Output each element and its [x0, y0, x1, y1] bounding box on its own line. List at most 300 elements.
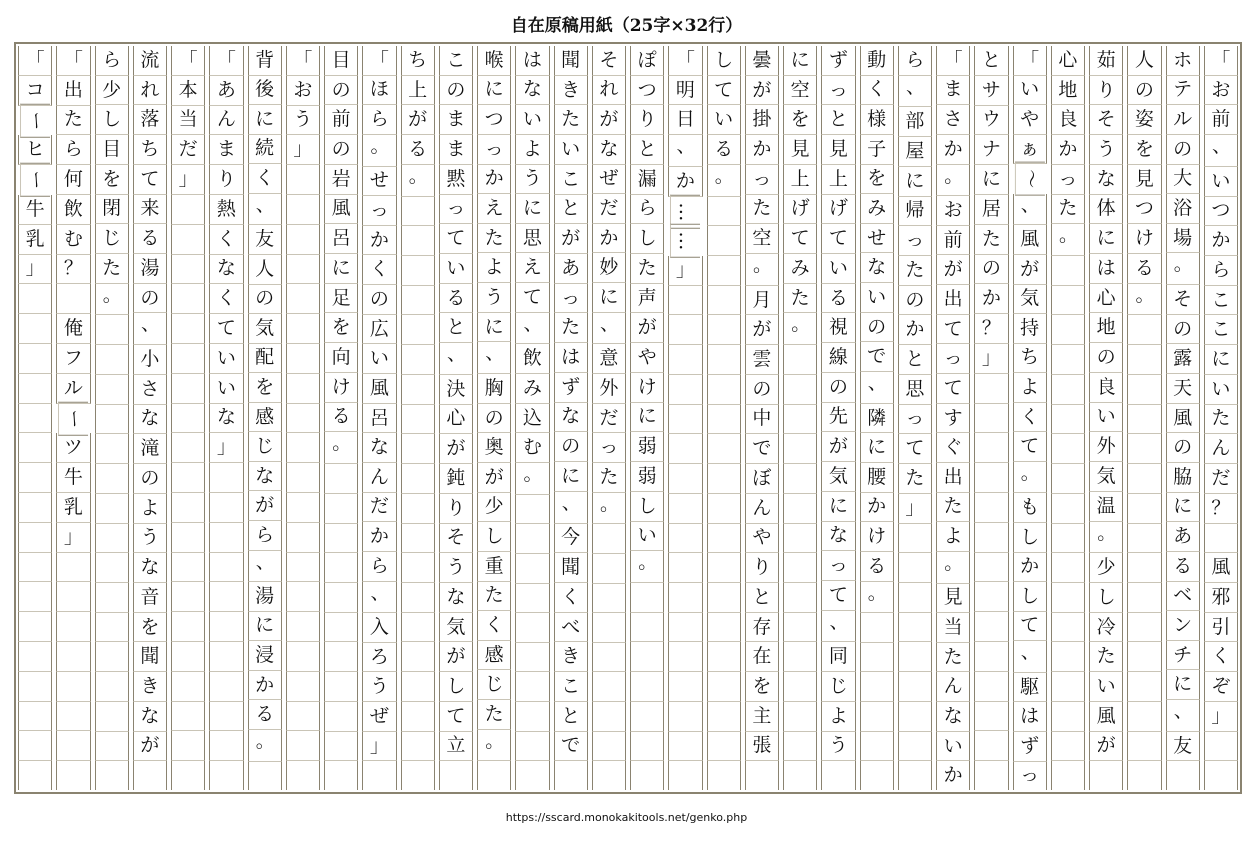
manuscript-cell: を — [248, 373, 282, 403]
manuscript-cell — [974, 463, 1008, 493]
manuscript-cell: く — [1013, 403, 1047, 433]
manuscript-cell: て — [707, 76, 741, 106]
manuscript-cell: 本 — [171, 76, 205, 106]
manuscript-cell: た — [477, 582, 511, 612]
manuscript-cell: な — [439, 583, 473, 613]
manuscript-cell: に — [1204, 345, 1238, 375]
manuscript-cell: じ — [248, 432, 282, 462]
manuscript-cell: 出 — [936, 463, 970, 493]
manuscript-line — [821, 46, 855, 790]
manuscript-cell: 露 — [1166, 344, 1200, 374]
manuscript-cell: か — [362, 522, 396, 552]
manuscript-cell — [56, 702, 90, 732]
manuscript-cell: な — [209, 255, 243, 285]
manuscript-cell — [171, 523, 205, 553]
manuscript-line — [936, 46, 970, 790]
manuscript-cell: く — [362, 255, 396, 285]
manuscript-cell: 立 — [439, 732, 473, 762]
manuscript-cell: と — [439, 313, 473, 343]
manuscript-cell: に — [515, 194, 549, 224]
manuscript-cell — [209, 553, 243, 583]
manuscript-cell: て — [936, 315, 970, 345]
manuscript-cell — [1166, 761, 1200, 790]
manuscript-cell: む — [515, 433, 549, 463]
manuscript-cell: た — [936, 493, 970, 523]
manuscript-cell — [1051, 464, 1085, 494]
manuscript-cell — [707, 613, 741, 643]
manuscript-cell — [171, 463, 205, 493]
manuscript-cell: 風 — [324, 195, 358, 225]
manuscript-cell: ル — [56, 374, 90, 404]
manuscript-line — [515, 46, 549, 790]
manuscript-cell: を — [324, 313, 358, 343]
manuscript-cell — [95, 405, 129, 435]
manuscript-cell — [18, 493, 52, 523]
manuscript-cell: る — [324, 403, 358, 433]
manuscript-cell: き — [554, 76, 588, 106]
manuscript-cell — [286, 195, 320, 225]
manuscript-cell: ル — [1166, 105, 1200, 135]
manuscript-cell: 。 — [477, 730, 511, 762]
manuscript-cell: 、 — [821, 611, 855, 643]
manuscript-cell — [286, 582, 320, 612]
manuscript-cell: ま — [936, 76, 970, 106]
manuscript-cell — [171, 195, 205, 225]
manuscript-line — [1013, 46, 1047, 790]
manuscript-cell — [171, 225, 205, 255]
manuscript-cell: 風 — [1166, 404, 1200, 434]
manuscript-cell: 呂 — [362, 404, 396, 434]
manuscript-cell: の — [860, 313, 894, 343]
manuscript-cell: っ — [592, 433, 626, 463]
manuscript-cell: た — [477, 700, 511, 730]
manuscript-cell — [1051, 613, 1085, 643]
manuscript-cell: し — [630, 224, 664, 254]
manuscript-cell: つ — [477, 105, 511, 135]
manuscript-cell: 上 — [783, 165, 817, 195]
manuscript-cell: 体 — [1089, 195, 1123, 225]
manuscript-cell: 聞 — [554, 553, 588, 583]
manuscript-cell: を — [783, 105, 817, 135]
manuscript-cell: よ — [133, 494, 167, 524]
manuscript-cell: 」 — [1204, 702, 1238, 732]
manuscript-cell: ー — [20, 163, 50, 197]
manuscript-cell: 動 — [860, 46, 894, 76]
manuscript-cell — [630, 761, 664, 790]
manuscript-cell: に — [860, 433, 894, 463]
manuscript-cell: よ — [936, 522, 970, 552]
manuscript-line — [362, 46, 396, 790]
manuscript-cell: さ — [936, 105, 970, 135]
manuscript-cell: ほ — [362, 76, 396, 106]
manuscript-cell: が — [439, 434, 473, 464]
manuscript-cell: う — [286, 106, 320, 136]
manuscript-cell: 温 — [1089, 492, 1123, 522]
manuscript-cell — [707, 375, 741, 405]
manuscript-cell: だ — [171, 135, 205, 165]
manuscript-cell: 、 — [1013, 194, 1047, 226]
manuscript-cell — [1127, 375, 1161, 405]
manuscript-line — [1127, 46, 1161, 790]
manuscript-cell: な — [860, 253, 894, 283]
manuscript-cell — [592, 584, 626, 614]
manuscript-cell — [707, 672, 741, 702]
manuscript-cell: が — [1013, 255, 1047, 285]
manuscript-cell: ぐ — [936, 433, 970, 463]
manuscript-cell: 視 — [821, 313, 855, 343]
page-title: 自在原稿用紙（25字×32行） — [510, 16, 743, 36]
manuscript-cell: ん — [1204, 434, 1238, 464]
manuscript-line — [974, 46, 1008, 790]
manuscript-cell — [401, 494, 435, 524]
manuscript-cell — [707, 197, 741, 227]
manuscript-cell — [401, 553, 435, 583]
manuscript-cell: い — [821, 254, 855, 284]
manuscript-cell: 見 — [1127, 165, 1161, 195]
manuscript-cell: い — [1013, 76, 1047, 106]
manuscript-cell: の — [1089, 343, 1123, 373]
manuscript-cell — [592, 524, 626, 554]
manuscript-cell: つ — [630, 76, 664, 106]
manuscript-cell: 」 — [898, 494, 932, 524]
manuscript-cell: フ — [56, 344, 90, 374]
manuscript-cell — [1051, 702, 1085, 732]
manuscript-cell: チ — [1166, 641, 1200, 671]
manuscript-cell: な — [209, 404, 243, 434]
manuscript-cell — [95, 464, 129, 494]
manuscript-cell: た — [783, 284, 817, 314]
manuscript-cell — [171, 582, 205, 612]
manuscript-cell: た — [898, 464, 932, 494]
manuscript-cell: 気 — [1013, 285, 1047, 315]
manuscript-cell: た — [95, 254, 129, 284]
manuscript-cell — [668, 583, 702, 613]
manuscript-cell: ら — [1204, 256, 1238, 286]
manuscript-cell — [171, 612, 205, 642]
manuscript-cell: か — [592, 224, 626, 254]
manuscript-cell: に — [554, 462, 588, 492]
manuscript-cell: 乳 — [56, 493, 90, 523]
manuscript-cell: 気 — [248, 314, 282, 344]
manuscript-cell: く — [209, 284, 243, 314]
manuscript-cell — [56, 553, 90, 583]
manuscript-cell — [1051, 524, 1085, 554]
manuscript-cell — [630, 583, 664, 613]
manuscript-cell — [1089, 761, 1123, 790]
manuscript-cell: 」 — [362, 732, 396, 762]
manuscript-cell — [974, 582, 1008, 612]
manuscript-cell — [18, 344, 52, 374]
manuscript-cell — [1051, 434, 1085, 464]
manuscript-cell: ん — [362, 463, 396, 493]
manuscript-cell: か — [936, 135, 970, 165]
manuscript-cell: く — [209, 225, 243, 255]
manuscript-cell: に — [477, 313, 511, 343]
manuscript-cell — [324, 464, 358, 494]
manuscript-cell: ら — [56, 135, 90, 165]
manuscript-cell: よ — [515, 135, 549, 165]
manuscript-cell: い — [860, 283, 894, 313]
manuscript-cell: や — [630, 343, 664, 373]
manuscript-cell: 。 — [936, 165, 970, 197]
manuscript-cell: ぜ — [362, 702, 396, 732]
manuscript-cell: っ — [477, 135, 511, 165]
manuscript-cell: 友 — [1166, 732, 1200, 762]
manuscript-cell: 。 — [362, 135, 396, 167]
manuscript-cell: 続 — [248, 135, 282, 165]
manuscript-cell: 何 — [56, 165, 90, 195]
manuscript-cell: ベ — [1166, 582, 1200, 612]
manuscript-cell — [630, 702, 664, 732]
manuscript-cell — [1127, 761, 1161, 790]
manuscript-cell: 雲 — [745, 345, 779, 375]
manuscript-cell: そ — [1166, 285, 1200, 315]
manuscript-cell: 存 — [745, 613, 779, 643]
manuscript-cell: た — [592, 463, 626, 493]
manuscript-cell: 同 — [821, 642, 855, 672]
manuscript-cell — [401, 613, 435, 643]
manuscript-cell: 喉 — [477, 46, 511, 76]
manuscript-cell: が — [401, 105, 435, 135]
manuscript-cell: る — [707, 135, 741, 165]
manuscript-cell — [286, 255, 320, 285]
manuscript-cell: あ — [1166, 522, 1200, 552]
manuscript-cell — [898, 553, 932, 583]
manuscript-cell: げ — [821, 195, 855, 225]
manuscript-cell: 」 — [18, 255, 52, 285]
manuscript-cell: む — [56, 225, 90, 255]
manuscript-cell: に — [248, 105, 282, 135]
manuscript-cell — [95, 315, 129, 345]
manuscript-cell: 少 — [1089, 553, 1123, 583]
manuscript-cell — [707, 583, 741, 613]
manuscript-cell: 友 — [248, 225, 282, 255]
manuscript-cell — [401, 197, 435, 227]
manuscript-cell — [171, 404, 205, 434]
manuscript-cell — [324, 732, 358, 762]
manuscript-cell — [209, 761, 243, 790]
manuscript-cell: う — [515, 165, 549, 195]
manuscript-cell: た — [745, 195, 779, 225]
manuscript-cell: 良 — [1051, 105, 1085, 135]
source-url: https://sscard.monokakitools.net/genko.php — [505, 811, 748, 824]
manuscript-cell: や — [1013, 105, 1047, 135]
manuscript-cell — [286, 553, 320, 583]
manuscript-cell — [668, 553, 702, 583]
manuscript-line — [860, 46, 894, 790]
manuscript-cell: の — [133, 464, 167, 494]
manuscript-cell: 来 — [133, 195, 167, 225]
manuscript-cell — [18, 612, 52, 642]
manuscript-cell: り — [630, 105, 664, 135]
manuscript-cell — [95, 375, 129, 405]
manuscript-cell: け — [324, 373, 358, 403]
manuscript-cell: ？ — [1204, 494, 1238, 524]
manuscript-cell — [707, 226, 741, 256]
manuscript-cell: っ — [1051, 165, 1085, 195]
manuscript-cell: う — [1089, 135, 1123, 165]
manuscript-cell: 飲 — [56, 195, 90, 225]
manuscript-cell: ち — [133, 135, 167, 165]
manuscript-cell — [707, 464, 741, 494]
manuscript-cell — [707, 286, 741, 316]
manuscript-cell: 。 — [515, 463, 549, 495]
manuscript-cell: 、 — [133, 313, 167, 345]
manuscript-cell — [1051, 256, 1085, 286]
manuscript-cell: た — [974, 225, 1008, 255]
manuscript-cell: に — [821, 492, 855, 522]
manuscript-cell — [401, 524, 435, 554]
manuscript-cell: ち — [401, 46, 435, 76]
manuscript-cell — [898, 761, 932, 790]
manuscript-cell: 「 — [286, 46, 320, 76]
manuscript-cell: っ — [1013, 762, 1047, 791]
manuscript-cell — [171, 672, 205, 702]
manuscript-cell: 居 — [974, 195, 1008, 225]
manuscript-cell — [1051, 583, 1085, 613]
manuscript-cell — [515, 613, 549, 643]
manuscript-cell: は — [1013, 702, 1047, 732]
manuscript-cell — [1127, 434, 1161, 464]
manuscript-cell — [1127, 524, 1161, 554]
manuscript-cell: れ — [133, 76, 167, 106]
manuscript-cell: が — [248, 491, 282, 521]
manuscript-cell: ず — [821, 46, 855, 76]
manuscript-cell: そ — [439, 524, 473, 554]
manuscript-cell: 背 — [248, 46, 282, 76]
manuscript-cell — [324, 642, 358, 672]
manuscript-cell: た — [477, 224, 511, 254]
manuscript-cell: い — [554, 135, 588, 165]
manuscript-cell: 少 — [95, 76, 129, 106]
manuscript-line — [707, 46, 741, 790]
manuscript-cell: な — [515, 76, 549, 106]
manuscript-cell: 人 — [1127, 46, 1161, 76]
manuscript-cell: 見 — [821, 135, 855, 165]
manuscript-cell: 黙 — [439, 165, 473, 195]
manuscript-cell: い — [439, 254, 473, 284]
manuscript-cell — [171, 731, 205, 761]
manuscript-line — [18, 46, 52, 790]
manuscript-cell — [668, 672, 702, 702]
manuscript-cell: き — [133, 672, 167, 702]
manuscript-cell: っ — [439, 195, 473, 225]
manuscript-cell: 。 — [1127, 284, 1161, 316]
manuscript-line — [1089, 46, 1123, 790]
manuscript-cell — [209, 672, 243, 702]
manuscript-cell: い — [1204, 375, 1238, 405]
manuscript-cell: 心 — [1051, 46, 1085, 76]
manuscript-cell: 日 — [668, 105, 702, 135]
manuscript-cell: か — [1204, 226, 1238, 256]
manuscript-cell: 牛 — [18, 195, 52, 225]
manuscript-cell: ー — [20, 103, 50, 137]
manuscript-cell — [515, 672, 549, 702]
manuscript-cell — [707, 524, 741, 554]
manuscript-cell — [974, 672, 1008, 702]
manuscript-cell: 思 — [515, 224, 549, 254]
manuscript-cell: 思 — [898, 375, 932, 405]
manuscript-cell: す — [936, 404, 970, 434]
manuscript-cell: る — [401, 135, 435, 165]
manuscript-cell — [974, 433, 1008, 463]
manuscript-cell — [898, 524, 932, 554]
manuscript-cell: し — [707, 46, 741, 76]
manuscript-cell — [171, 642, 205, 672]
manuscript-cell: 空 — [745, 224, 779, 254]
manuscript-cell: 当 — [936, 613, 970, 643]
manuscript-cell: 前 — [936, 226, 970, 256]
manuscript-cell — [783, 494, 817, 524]
manuscript-cell: る — [133, 224, 167, 254]
manuscript-cell: っ — [362, 196, 396, 226]
manuscript-cell — [860, 702, 894, 732]
manuscript-cell: 心 — [439, 405, 473, 435]
manuscript-cell — [286, 165, 320, 195]
manuscript-cell — [974, 553, 1008, 583]
manuscript-cell — [668, 375, 702, 405]
manuscript-cell: て — [439, 702, 473, 732]
manuscript-cell — [18, 463, 52, 493]
manuscript-cell: こ — [1204, 286, 1238, 316]
manuscript-cell: 前 — [324, 105, 358, 135]
manuscript-cell: 、 — [248, 551, 282, 583]
manuscript-cell: は — [515, 46, 549, 76]
manuscript-cell: い — [209, 374, 243, 404]
manuscript-cell — [707, 256, 741, 286]
manuscript-cell: ん — [936, 672, 970, 702]
manuscript-cell: 込 — [515, 404, 549, 434]
manuscript-cell: 流 — [133, 46, 167, 76]
manuscript-cell — [56, 582, 90, 612]
manuscript-cell: 気 — [821, 462, 855, 492]
manuscript-line — [171, 46, 205, 790]
manuscript-cell — [324, 761, 358, 790]
manuscript-cell: け — [630, 373, 664, 403]
manuscript-cell: 姿 — [1127, 105, 1161, 135]
manuscript-cell: 、 — [1204, 135, 1238, 167]
manuscript-cell: る — [439, 284, 473, 314]
manuscript-cell: 牛 — [56, 463, 90, 493]
manuscript-sheet — [14, 42, 1242, 794]
manuscript-cell: う — [477, 283, 511, 313]
manuscript-cell: ら — [630, 195, 664, 225]
manuscript-cell: 配 — [248, 344, 282, 374]
manuscript-cell: 屋 — [898, 137, 932, 167]
manuscript-cell: が — [630, 313, 664, 343]
manuscript-cell: 落 — [133, 105, 167, 135]
manuscript-cell: 掛 — [745, 105, 779, 135]
manuscript-cell: 」 — [209, 433, 243, 463]
manuscript-cell: 月 — [745, 286, 779, 316]
manuscript-cell: に — [248, 612, 282, 642]
manuscript-cell — [898, 613, 932, 643]
manuscript-line — [898, 46, 932, 790]
manuscript-cell — [783, 553, 817, 583]
manuscript-cell — [1127, 315, 1161, 345]
manuscript-cell: 気 — [1089, 462, 1123, 492]
manuscript-cell: … — [671, 224, 701, 258]
manuscript-cell: た — [1204, 405, 1238, 435]
manuscript-cell: 「 — [1013, 46, 1047, 76]
manuscript-cell — [707, 702, 741, 732]
manuscript-cell: の — [1166, 315, 1200, 345]
manuscript-cell — [171, 702, 205, 732]
manuscript-cell: お — [286, 76, 320, 106]
manuscript-cell: な — [554, 403, 588, 433]
manuscript-cell: 聞 — [133, 642, 167, 672]
manuscript-cell — [401, 702, 435, 732]
